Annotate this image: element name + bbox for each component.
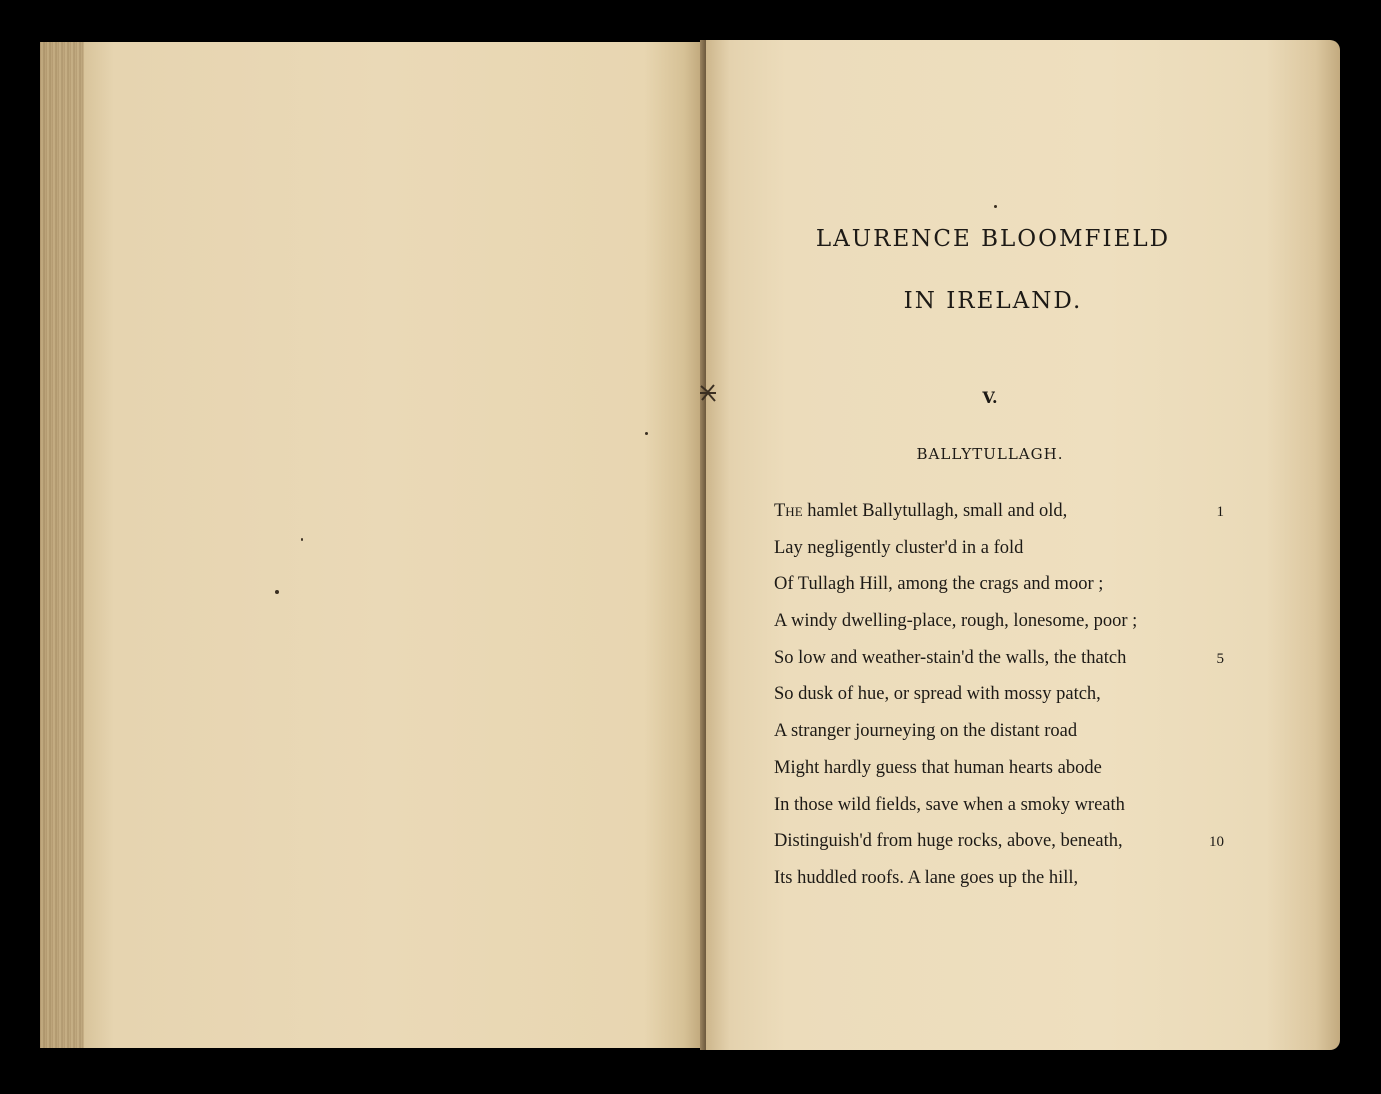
poem-line — [774, 498, 1234, 535]
page-edges — [40, 42, 84, 1048]
line-text: Of Tullagh Hill, among the crags and moor ; — [774, 574, 1104, 595]
line-text: So low and weather-stain'd the walls, the thatch — [774, 647, 1127, 668]
line-number: 1 — [1216, 504, 1224, 520]
title-line-1: LAURENCE BLOOMFIELD — [815, 226, 1171, 252]
ink-speck — [994, 205, 997, 208]
line-text: Might hardly guess that human hearts abode — [774, 757, 1102, 778]
poem-line — [774, 865, 1234, 902]
poem-line — [774, 828, 1234, 865]
poem-line — [774, 535, 1234, 572]
title-line-2: IN IRELAND. — [903, 288, 1083, 314]
poem-line — [774, 792, 1234, 829]
poem-line — [774, 718, 1234, 755]
poem-line — [774, 645, 1234, 682]
line-lead: The — [774, 501, 803, 521]
poem-line — [774, 608, 1234, 645]
poem-line — [774, 571, 1234, 608]
line-text: So dusk of hue, or spread with mossy patch, — [774, 684, 1101, 705]
line-number: 10 — [1209, 834, 1224, 851]
line-text: hamlet Ballytullagh, small and old, — [802, 501, 1068, 521]
section-heading: BALLYTULLAGH. — [916, 445, 1064, 463]
line-text: Distinguish'd from huge rocks, above, beneath, — [774, 831, 1123, 852]
line-number: 5 — [1216, 650, 1224, 667]
ink-speck — [275, 590, 279, 594]
line-text: Lay negligently cluster'd in a fold — [774, 537, 1024, 558]
binding-thread-icon — [698, 382, 718, 404]
left-page-surface — [84, 42, 706, 1048]
poem-text — [774, 498, 1234, 902]
poem-line — [774, 681, 1234, 718]
left-page — [40, 42, 706, 1048]
part-number: V. — [982, 388, 998, 407]
poem-line — [774, 755, 1234, 792]
line-text: A windy dwelling-place, rough, lonesome, poor ; — [774, 611, 1138, 632]
ink-speck — [645, 432, 648, 435]
line-text: Its huddled roofs. A lane goes up the hill, — [774, 867, 1079, 888]
line-text: In those wild fields, save when a smoky wreath — [774, 794, 1125, 815]
ink-speck — [301, 538, 303, 541]
line-text: A stranger journeying on the distant road — [774, 721, 1078, 742]
